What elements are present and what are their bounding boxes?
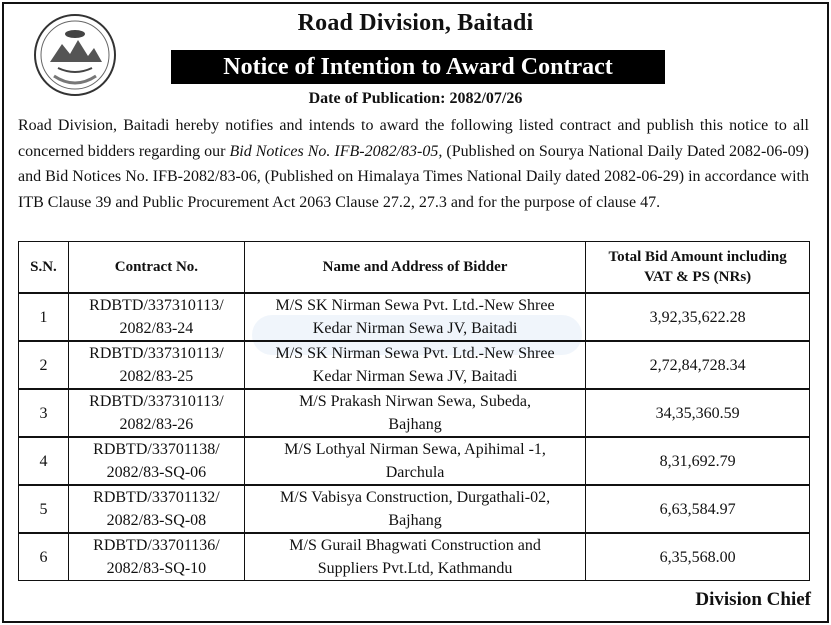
- cell-bidder: [244, 293, 585, 341]
- cell-contract: [68, 533, 244, 581]
- signature-title: Division Chief: [695, 589, 811, 610]
- cell-contract: [68, 293, 244, 341]
- contract-line2: 2082/83-25: [119, 368, 194, 385]
- cell-amount: 6,63,584.97: [586, 485, 810, 533]
- header-bidder: Name and Address of Bidder: [244, 242, 585, 294]
- cell-contract: [68, 437, 244, 485]
- table-row: [19, 389, 810, 437]
- header-amount: [586, 242, 810, 294]
- bidder-line2: Bajhang: [388, 416, 442, 433]
- contract-line2: 2082/83-24: [119, 320, 194, 337]
- cell-sn: 1: [19, 293, 69, 341]
- table-row: [19, 341, 810, 389]
- cell-bidder: [244, 485, 585, 533]
- table-row: [19, 437, 810, 485]
- publication-date: [0, 90, 831, 108]
- header-sn: S.N.: [19, 242, 69, 294]
- bidder-line1: M/S Prakash Nirwan Sewa, Subeda,: [299, 393, 532, 410]
- body-part-2: (Published on Sourya National Daily Dated 2082-06-09) and Bid Notices No. IFB-2082/83-06, (Published on Himalaya Times National Daily dated 2082-06-29) in accordance with ITB Clause 39 and Public Procurement Act 2063 Clause 27.2, 27.3 and for the purpose of clause 47.: [18, 142, 810, 211]
- header-contract: Contract No.: [68, 242, 244, 294]
- contract-line1: RDBTD/337310113/: [89, 393, 224, 410]
- bidder-line2: Kedar Nirman Sewa JV, Baitadi: [312, 320, 518, 337]
- contract-line2: 2082/83-SQ-08: [106, 512, 207, 529]
- table-row: [19, 293, 810, 341]
- cell-amount: 34,35,360.59: [586, 389, 810, 437]
- notice-body: [18, 113, 809, 215]
- contract-line1: RDBTD/33701136/: [93, 537, 220, 554]
- cell-sn: 2: [19, 341, 69, 389]
- award-table: [18, 241, 810, 581]
- contract-line1: RDBTD/337310113/: [89, 297, 224, 314]
- cell-sn: 5: [19, 485, 69, 533]
- cell-bidder: [244, 341, 585, 389]
- bidder-line1: M/S SK Nirman Sewa Pvt. Ltd.-New Shree: [275, 345, 555, 362]
- body-bid-notice-ref: Bid Notices No. IFB-2082/83-05,: [229, 142, 443, 160]
- publication-value: 2082/07/26: [449, 90, 523, 107]
- cell-contract: [68, 485, 244, 533]
- bidder-line2: Bajhang: [388, 512, 442, 529]
- contract-line2: 2082/83-SQ-06: [106, 464, 207, 481]
- bidder-line2: Darchula: [385, 464, 445, 481]
- table-header-row: [19, 242, 810, 294]
- publication-label: Date of Publication:: [308, 90, 446, 107]
- contract-line2: 2082/83-26: [119, 416, 194, 433]
- contract-line1: RDBTD/33701138/: [93, 441, 220, 458]
- contract-line1: RDBTD/337310113/: [89, 345, 224, 362]
- cell-amount: 6,35,568.00: [586, 533, 810, 581]
- body-part-1: Road Division, Baitadi hereby notifies and intends to award the following listed contract and publish this notice to all concerned bidders regarding our: [18, 117, 809, 160]
- cell-bidder: [244, 437, 585, 485]
- notice-title-banner: Notice of Intention to Award Contract: [171, 50, 665, 84]
- contract-line2: 2082/83-SQ-10: [106, 560, 207, 577]
- header-amount-line2: VAT & PS (NRs): [644, 269, 752, 285]
- bidder-line2: Suppliers Pvt.Ltd, Kathmandu: [317, 560, 513, 577]
- contract-line1: RDBTD/33701132/: [93, 489, 220, 506]
- cell-sn: 6: [19, 533, 69, 581]
- bidder-line1: M/S Gurail Bhagwati Construction and: [289, 537, 541, 554]
- table-row: [19, 533, 810, 581]
- cell-sn: 3: [19, 389, 69, 437]
- cell-contract: [68, 389, 244, 437]
- cell-sn: 4: [19, 437, 69, 485]
- bidder-line2: Kedar Nirman Sewa JV, Baitadi: [312, 368, 518, 385]
- bidder-line1: M/S Lothyal Nirman Sewa, Apihimal -1,: [284, 441, 546, 458]
- table-row: [19, 485, 810, 533]
- cell-bidder: [244, 389, 585, 437]
- cell-bidder: [244, 533, 585, 581]
- bidder-line1: M/S Vabisya Construction, Durgathali-02,: [280, 489, 551, 506]
- bidder-line1: M/S SK Nirman Sewa Pvt. Ltd.-New Shree: [275, 297, 555, 314]
- cell-amount: 8,31,692.79: [586, 437, 810, 485]
- cell-contract: [68, 341, 244, 389]
- header-amount-line1: Total Bid Amount including: [608, 249, 787, 265]
- office-name: Road Division, Baitadi: [297, 10, 534, 36]
- cell-amount: 2,72,84,728.34: [586, 341, 810, 389]
- cell-amount: 3,92,35,622.28: [586, 293, 810, 341]
